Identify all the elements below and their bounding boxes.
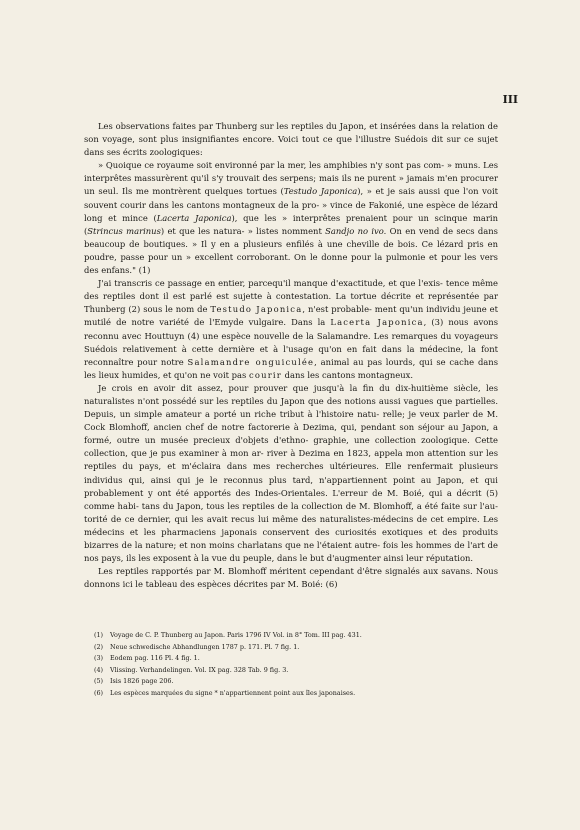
text-run: On en vend de secs dans beaucoup de boutiques. » Il y en a plusieurs enfilés à une cheville de bois. Ce lézard pris en poudre, passe pour un » excellent corroborant. On le donne pour la pulmonie et pour les vers des enfans." (1) — [84, 225, 498, 276]
paragraph — [84, 277, 498, 382]
text-run: ) et que les natura- » listes nomment — [160, 225, 326, 236]
footnote-text: Les espèces marquées du signe * n'appartiennent point aux îles japonaises. — [110, 688, 356, 697]
footnote-text: Neue schwedische Abhandlungen 1787 p. 171. Pl. 7 fig. 1. — [110, 642, 300, 651]
footnote-text: Eodem pag. 116 Pl. 4 fig. 1. — [110, 654, 200, 663]
italic-term: Strincus marinus — [87, 225, 161, 236]
footnotes — [94, 630, 498, 700]
italic-term: Testudo Japonica — [283, 186, 358, 197]
footnote — [94, 630, 498, 642]
text-run: ), que les » interprêtes prenaient pour un scinque marin ( — [84, 212, 498, 236]
text-run: , n'est probable- ment qu'un individu jeune et mutilé de notre variété de l'Emyde vulgaire. Dans la — [84, 304, 498, 328]
footnote — [94, 653, 498, 665]
footnote-number: (1) — [94, 631, 104, 639]
spaced-term: Salamandre onguiculée — [187, 356, 315, 367]
text-run: , (3) nous avons reconnu avec Houttuyn (4) une espèce nouvelle de la Salamandre. Les remarques du voyageurs Suédois relativement à cette dernière et à l'usage qu'on en fait dans la médecine, la font reconnaître pour notre — [84, 317, 498, 367]
footnote-number: (2) — [94, 642, 104, 651]
paragraph — [84, 382, 498, 565]
italic-term: Lacerta Japonica — [156, 212, 232, 223]
text-run: ), » et je sais aussi que l'on voit souvent courir dans les cantons montagneux de la pro- » vince de Fakonié, une espèce de lézard long et mince ( — [84, 186, 498, 223]
footnote-text: Voyage de C. P. Thunberg au Japon. Paris 1796 IV Vol. in 8° Tom. III pag. 431. — [110, 631, 362, 639]
footnote-number: (3) — [94, 654, 104, 663]
paragraph — [84, 565, 498, 591]
footnote-number: (5) — [94, 677, 104, 686]
footnote — [94, 642, 498, 654]
footnote — [94, 688, 498, 700]
text-run: » Quoique ce royaume soit environné par la mer, les amphibies n'y sont pas com- » muns. Les interprêtes massurèrent qu'il s'y trouvait des serpens; mais ils ne purent » jamais m'en procurer un seul. Ils me montrèrent quelques tortues ( — [84, 160, 498, 197]
footnote-text: Isis 1826 page 206. — [110, 677, 174, 686]
spaced-term: Testudo Japonica — [210, 304, 303, 315]
paragraph — [84, 159, 498, 277]
text-run: J'ai transcris ce passage en entier, parcequ'il manque d'exactitude, et que l'exis- tence même des reptiles dont il est parlé est sujette à contestation. La tortue décrite et représentée par Thunberg (2) sous le nom de — [84, 278, 498, 315]
text-run: Les observations faites par Thunberg sur les reptiles du Japon, et insérées dans la relation de son voyage, sont plus insignifiantes encore. Voici tout ce que l'illustre Suédois dit sur ce sujet dans ses écrits zoologiques: — [84, 121, 498, 158]
footnote-text: Vlissing. Verhandelingen. Vol. IX pag. 328 Tab. 9 fig. 3. — [110, 665, 289, 674]
footnote-number: (6) — [94, 688, 104, 697]
text-run: Les reptiles rapportés par M. Blomhoff méritent cependant d'être signalés aux savans. Nous donnons ici le tableau des espèces décrites par M. Boié: (6) — [84, 566, 498, 590]
footnote — [94, 665, 498, 677]
spaced-term: courir — [248, 369, 282, 380]
page-number: III — [502, 93, 518, 106]
text-run: Je crois en avoir dit assez, pour prouver que jusqu'à la fin du dix-huitième siècle, les naturalistes n'ont possédé sur les reptiles du Japon que des notions aussi vagues que partielles. Depuis, un simple amateur a porté un riche tribut à l'histoire natu- relle; je veux parler de M. Cock Blomhoff, ancien chef de notre factorerie à Dezima, qui, pendant son séjour au Japon, a formé, outre un musée precieux d'objets d'ethno- graphie, une collection zoologique. Cette collection, que je pus examiner à mon ar- river à Dezima en 1823, appela mon attention sur les reptiles du pays, et m'éclaira dans mes recherches ultérieures. Elle renfermait plusieurs individus qui, ainsi qui je le reconnus plus tard, n'appartiennent point au Japon, et qui probablement y ont été apportés des Indes-Orientales. L'erreur de M. Boié, qui a décrit (5) comme habi- tans du Japon, tous les reptiles de la collection de M. Blomhoff, a été faite sur l'au- torité de ce dernier, qui les avait recus lui même des naturalistes-médecins de cet empire. Les médecins et les pharmaciens japonais conservent des curiosités exotiques et des produits bizarres de la nature; et non moins charlatans que ne l'étaient autre- fois les hommes de l'art de nos pays, ils les exposent à la vue du peuple, dans le but d'augmenter ainsi leur réputation. — [84, 382, 498, 564]
text-run: dans les cantons montagneux. — [282, 369, 414, 380]
footnote-number: (4) — [94, 665, 104, 674]
italic-term: Sandjo no ivo. — [325, 225, 387, 236]
body-text — [84, 120, 498, 591]
text-run: , animal au pas lourds, qui se cache dans les lieux humides, et qu'on ne voit pas — [84, 356, 498, 380]
paragraph — [84, 120, 498, 159]
spaced-term: Lacerta Japonica — [330, 317, 424, 328]
footnote — [94, 676, 498, 688]
